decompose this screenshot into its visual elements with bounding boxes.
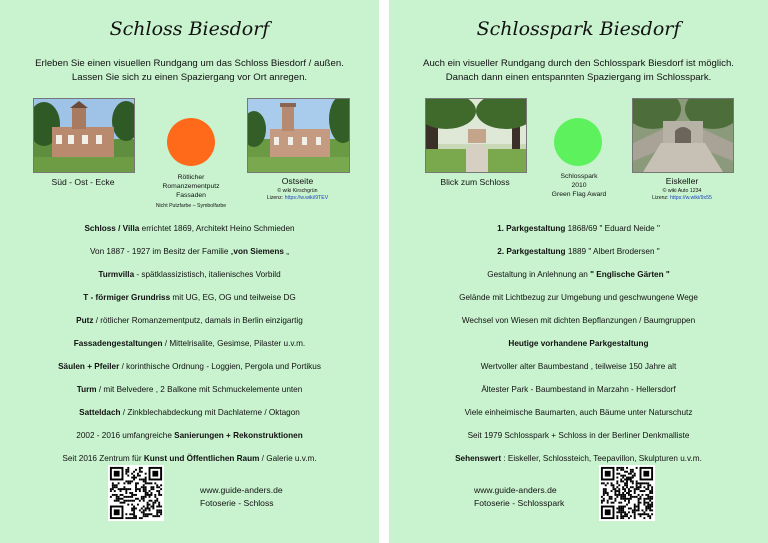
photo1-caption: Blick zum Schloss (440, 177, 510, 187)
right-panel (389, 0, 768, 543)
photo-view-to-schloss (425, 98, 527, 173)
fact-line: 2. Parkgestaltung 1889 " Albert Brodersen " (497, 247, 660, 256)
photo2-caption: Eiskeller (665, 176, 699, 186)
license-link[interactable]: https://w.wiki/9TEV (284, 195, 329, 201)
color-swatch-green (554, 118, 602, 166)
swatch-note: Nicht Putzfarbe – Symbolfarbe (155, 203, 227, 209)
fact-line: Turm / mit Belvedere , 2 Balkone mit Schmuckelemente unten (76, 385, 303, 394)
photo-eiskeller (632, 98, 734, 173)
fact-line: Putz / rötlicher Romanzementputz, damals in Berlin einzigartig (76, 316, 303, 325)
fact-line: Schloss / Villa errichtet 1869, Architekt Heino Schmieden (84, 224, 295, 233)
left-fact-list (6, 224, 373, 477)
fact-line: Satteldach / Zinkblechabdeckung mit Dachlaterne / Oktagon (79, 408, 300, 417)
swatch-caption-line: 2010 (571, 182, 587, 189)
fact-line: Sehenswert : Eiskeller, Schlossteich, Teepavillon, Skulpturen u.v.m. (455, 454, 702, 463)
right-intro-line: Danach dann einen entspannten Spaziergang im Schlosspark. (445, 71, 712, 83)
right-title: Schlosspark Biesdorf (476, 18, 681, 40)
fact-line: Von 1887 - 1927 im Besitz der Familie „von Siemens „ (90, 247, 289, 256)
fact-line: Wechsel von Wiesen mit dichten Bepflanzungen / Baumgruppen (461, 316, 696, 325)
photo1-caption: Süd - Ost - Ecke (51, 177, 115, 187)
swatch-caption-line: Romanzementputz (162, 183, 220, 190)
license-link[interactable]: https://w.wiki/9x55 (670, 195, 712, 201)
photo2-license (625, 195, 739, 202)
left-panel (0, 0, 379, 543)
right-website-block (474, 484, 564, 509)
fact-line: Ältester Park - Baumbestand in Marzahn - Hellersdorf (481, 385, 676, 394)
photo2-credit: © wiki Kirschgrün (277, 188, 318, 194)
left-intro (10, 57, 369, 84)
website-link[interactable]: www.guide-anders.de (200, 485, 283, 495)
photo-series-label: Fotoserie - Schlosspark (474, 497, 565, 508)
photo2-caption: Ostseite (281, 176, 314, 186)
swatch-caption (528, 172, 630, 199)
left-intro-line: Lassen Sie sich zu einen Spaziergang vor Ort anregen. (71, 71, 308, 83)
swatch-caption (140, 173, 242, 210)
fact-line: Viele einheimische Baumarten, auch Bäume unter Naturschutz (464, 408, 693, 417)
swatch-caption-line: Green Flag Award (551, 191, 607, 198)
left-title: Schloss Biesdorf (109, 18, 270, 40)
fact-line: Säulen + Pfeiler / korinthische Ordnung - Loggien, Pergola und Portikus (58, 362, 321, 371)
photo-schloss-east (247, 98, 350, 173)
fact-line: Turmvilla - spätklassizistisch, italienisches Vorbild (98, 270, 281, 279)
website-link[interactable]: www.guide-anders.de (474, 485, 557, 495)
fact-line: Wertvoller alter Baumbestand , teilweise 150 Jahre alt (480, 362, 677, 371)
qr-code-icon[interactable] (108, 465, 164, 521)
right-intro (399, 57, 758, 84)
fact-line: Heutige vorhandene Parkgestaltung (508, 339, 649, 348)
swatch-caption-line: Rötlicher (177, 174, 205, 181)
right-fact-list (395, 224, 762, 477)
left-intro-line: Erleben Sie einen visuellen Rundgang um das Schloss Biesdorf / außen. (35, 58, 344, 69)
qr-code-icon[interactable] (599, 465, 655, 521)
left-website-block (200, 484, 283, 509)
swatch-caption-line: Schlosspark (560, 173, 598, 180)
swatch-caption-line: Fassaden (176, 192, 206, 199)
fact-line: Fassadengestaltungen / Mittelrisalite, Gesimse, Pilaster u.v.m. (73, 339, 306, 348)
fact-line: Seit 2016 Zentrum für Kunst und Öffentlichen Raum / Galerie u.v.m. (62, 454, 317, 463)
fact-line: T - förmiger Grundriss mit UG, EG, OG und teilweise DG (83, 293, 296, 302)
license-label: Lizenz: (266, 195, 284, 201)
fact-line: Gelände mit Lichtbezug zur Umgebung und geschwungene Wege (459, 293, 698, 302)
fact-line: 1. Parkgestaltung 1868/69 " Eduard Neide " (497, 224, 660, 233)
photo-schloss-south-east (33, 98, 135, 173)
photo2-credit: © wiki Auto 1234 (662, 188, 702, 194)
color-swatch-orange (167, 118, 215, 166)
right-intro-line: Auch ein visueller Rundgang durch den Schlosspark Biesdorf ist möglich. (423, 58, 734, 69)
license-label: Lizenz: (652, 195, 669, 201)
fact-line: Seit 1979 Schlosspark + Schloss in der Berliner Denkmalliste (467, 431, 690, 440)
fact-line: 2002 - 2016 umfangreiche Sanierungen + Rekonstruktionen (76, 431, 303, 440)
fact-line: Gestaltung in Anlehnung an " Englische Gärten " (487, 270, 670, 279)
photo2-license (240, 195, 355, 202)
photo-series-label: Fotoserie - Schloss (200, 497, 274, 508)
